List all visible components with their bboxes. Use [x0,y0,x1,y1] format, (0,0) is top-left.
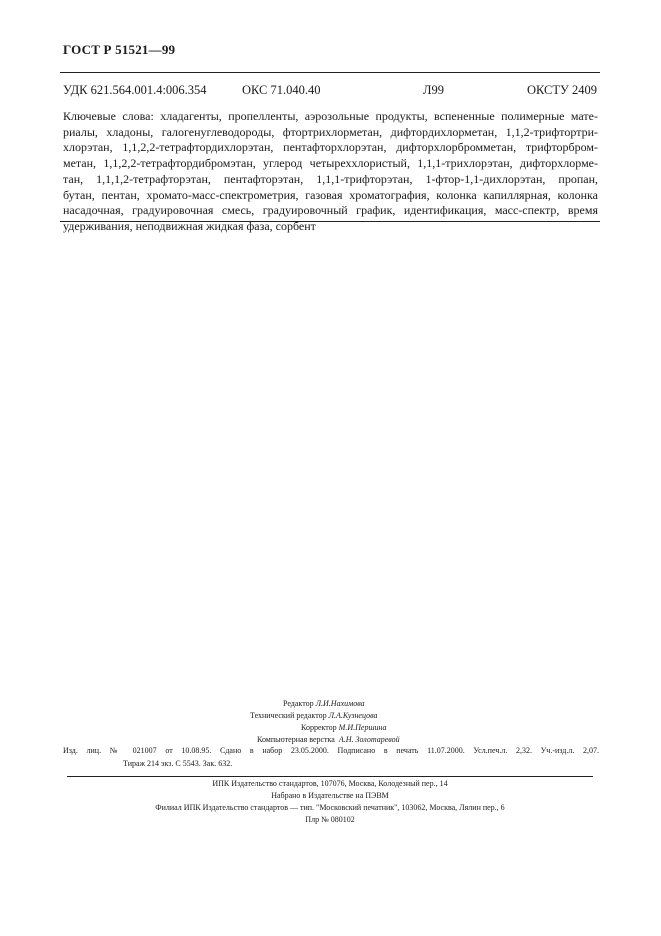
imprint-line: Плр № 080102 [305,815,355,824]
tech-editor-credit: Технический редактор Л.А.Кузнецова [250,711,378,720]
imprint-line: Набрано в Издательстве на ПЭВМ [271,791,389,800]
imprint-line: ИПК Издательство стандартов, 107076, Москва, Колодезный пер., 14 [67,776,593,790]
imprint-block [60,776,600,826]
keywords-line: Ключевые слова: хладагенты, пропелленты, аэрозольные продукты, вспененные полимерные мате- [63,109,598,123]
classification-row [63,83,597,99]
publication-info [63,745,599,770]
imprint-line: Филиал ИПК Издательство стандартов — тип. "Московский печатник", 103062, Москва, Лялин пер., 6 [155,803,505,812]
keywords-line: удерживания, неподвижная жидкая фаза, сорбент [63,218,316,233]
oks-code: ОКС 71.040.40 [242,83,321,97]
layout-credit: Компьютерная верстка А.Н. Золотаревой [257,735,400,744]
standard-designation: ГОСТ Р 51521—99 [63,42,176,57]
publication-line: Тираж 214 экз. С 5543. Зак. 632. [123,758,233,768]
keywords-line: риалы, хладоны, галогенуглеводороды, фтортрихлорметан, дифтордихлорметан, 1,1,2-трифтортри- [63,124,598,139]
corrector-credit: Корректор М.И.Першина [301,723,387,732]
editor-credit: Редактор Л.И.Нахимова [283,699,365,708]
l-code: Л99 [423,83,444,97]
editor-name: Л.И.Нахимова [315,699,365,708]
keywords-line: тан, 1,1,1,2-тетрафторэтан, пентафторэтан, 1,1,1-трифторэтан, 1-фтор-1,1-дихлорэтан, пропан, [63,171,598,186]
keywords-line: хлорэтан, 1,1,2,2-тетрафтордихлорэтан, пентафторхлорэтан, дифторхлорбромметан, трифторбром- [63,140,598,155]
keywords-line: насадочная, градуировочная смесь, градуировочный график, идентификация, масс-спектр, время [63,203,598,218]
keywords-line: бутан, пентан, хромато-масс-спектрометрия, газовая хроматография, колонка капиллярная, колонка [63,187,598,202]
corrector-name: М.И.Першина [338,723,387,732]
okstu-code: ОКСТУ 2409 [526,83,597,97]
keywords-line: метан, 1,1,2,2-тетрафтордибромэтан, углерод четыреххлористый, 1,1,1-трихлорэтан, дифторхлорме- [63,156,598,171]
layout-name: А.Н. Золотаревой [338,735,400,744]
udk-code: УДК 621.564.001.4:006.354 [63,83,207,97]
keywords-paragraph [63,109,598,235]
bottom-divider [60,221,600,222]
tech-editor-name: Л.А.Кузнецова [328,711,378,720]
top-divider [60,72,600,73]
publication-line: Изд. лиц. № 021007 от 10.08.95. Сдано в набор 23.05.2000. Подписано в печать 11.07.2000. Усл.печ.л. 2,32. Уч.-изд.л. 2,07. [63,746,599,755]
